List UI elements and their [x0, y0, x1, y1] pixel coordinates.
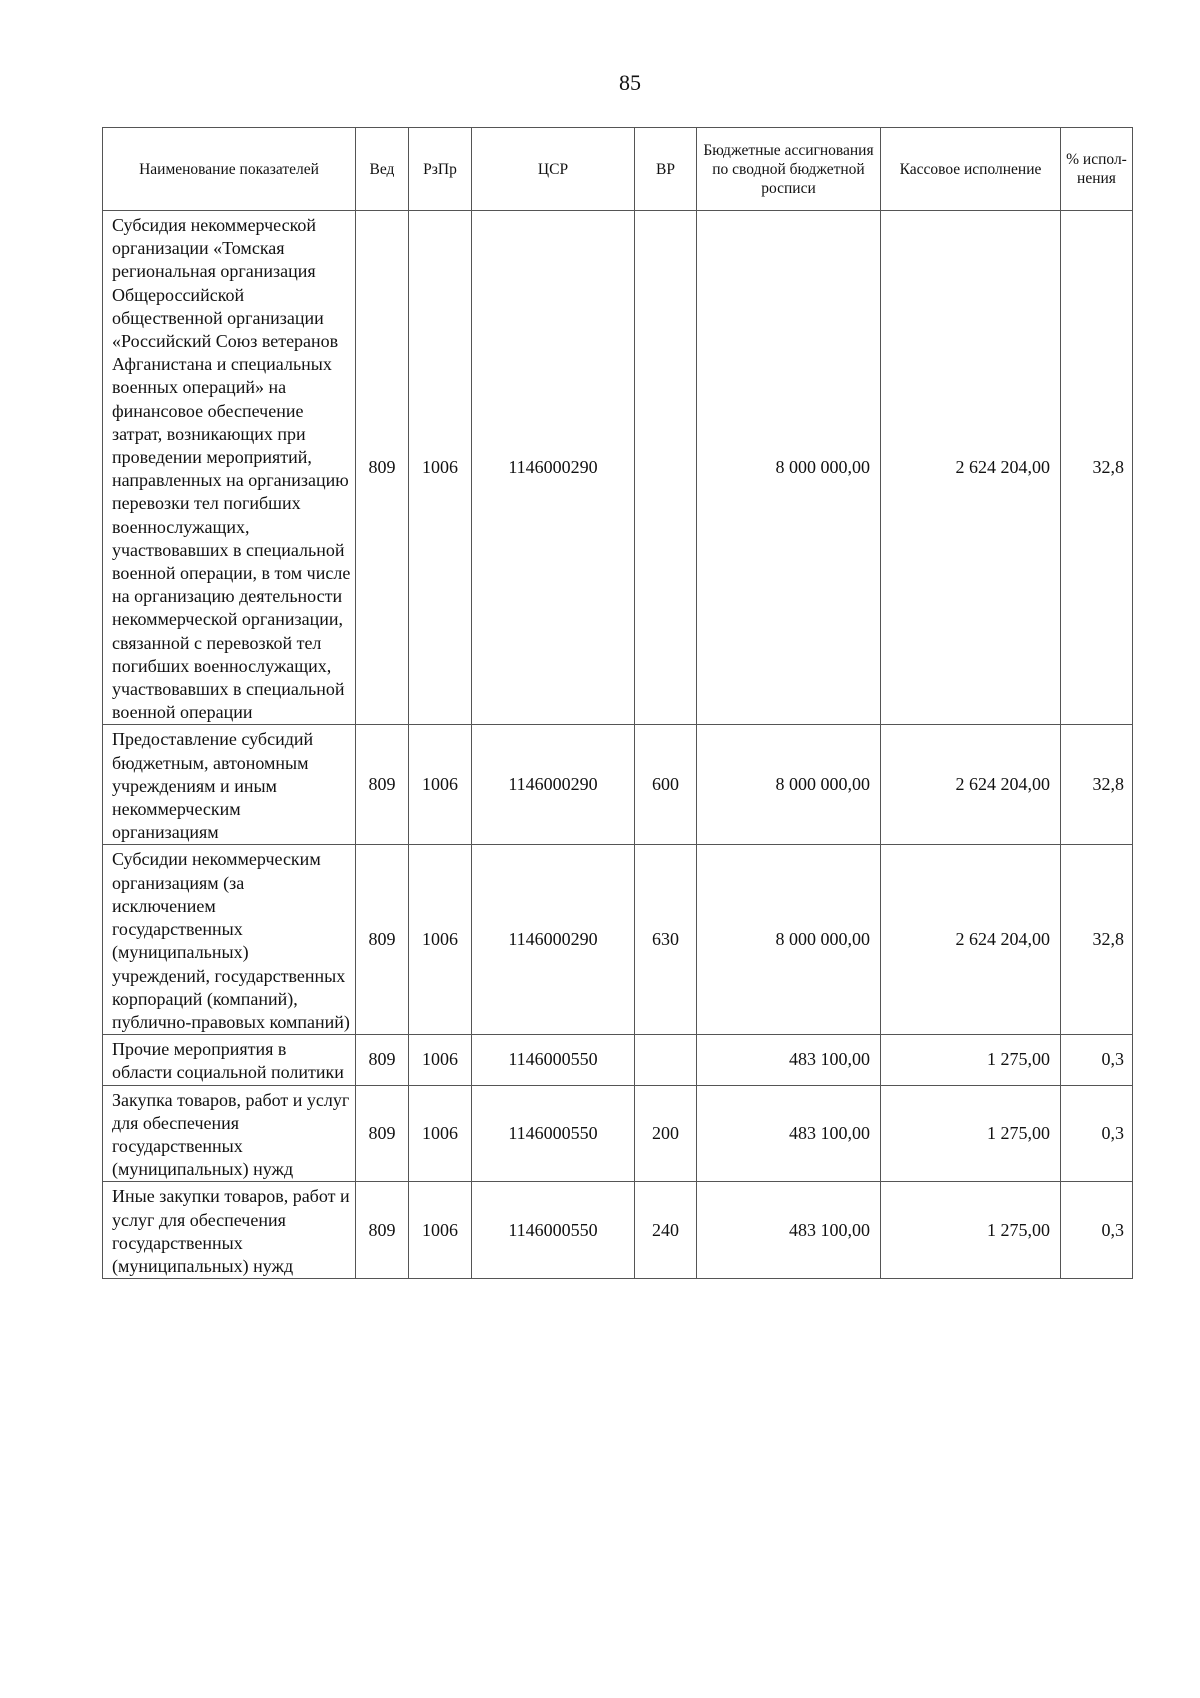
row-cash: 1 275,00 — [881, 1182, 1061, 1279]
header-budget: Бюджетные ассигнования по сводной бюджетной росписи — [697, 128, 881, 211]
table-row — [103, 1182, 1133, 1279]
row-pct: 32,8 — [1061, 211, 1133, 725]
row-cash: 2 624 204,00 — [881, 725, 1061, 845]
table-row — [103, 1035, 1133, 1085]
table-row — [103, 845, 1133, 1035]
row-pct: 0,3 — [1061, 1085, 1133, 1182]
header-cash: Кассовое исполнение — [881, 128, 1061, 211]
row-ved: 809 — [356, 1085, 409, 1182]
row-budget: 8 000 000,00 — [697, 845, 881, 1035]
header-vr: ВР — [635, 128, 697, 211]
row-ved: 809 — [356, 845, 409, 1035]
row-cash: 1 275,00 — [881, 1085, 1061, 1182]
row-rzpr: 1006 — [409, 1035, 472, 1085]
row-csr: 1146000550 — [472, 1035, 635, 1085]
row-rzpr: 1006 — [409, 725, 472, 845]
row-name: Закупка товаров, работ и услуг для обеспечения государственных (муниципальных) нужд — [103, 1085, 356, 1182]
row-budget: 483 100,00 — [697, 1035, 881, 1085]
row-rzpr: 1006 — [409, 845, 472, 1035]
row-csr: 1146000290 — [472, 211, 635, 725]
row-csr: 1146000290 — [472, 845, 635, 1035]
row-csr: 1146000290 — [472, 725, 635, 845]
row-vr: 240 — [635, 1182, 697, 1279]
header-rzpr: РзПр — [409, 128, 472, 211]
row-rzpr: 1006 — [409, 211, 472, 725]
header-csr: ЦСР — [472, 128, 635, 211]
row-budget: 8 000 000,00 — [697, 725, 881, 845]
page-number: 85 — [619, 70, 641, 95]
row-vr: 600 — [635, 725, 697, 845]
row-pct: 0,3 — [1061, 1182, 1133, 1279]
header-pct: % испол-нения — [1061, 128, 1133, 211]
row-budget: 483 100,00 — [697, 1182, 881, 1279]
row-name: Иные закупки товаров, работ и услуг для обеспечения государственных (муниципальных) нужд — [103, 1182, 356, 1279]
row-csr: 1146000550 — [472, 1085, 635, 1182]
row-ved: 809 — [356, 1182, 409, 1279]
row-rzpr: 1006 — [409, 1085, 472, 1182]
table-row — [103, 725, 1133, 845]
row-vr — [635, 1035, 697, 1085]
header-name: Наименование показателей — [103, 128, 356, 211]
row-ved: 809 — [356, 725, 409, 845]
header-row — [103, 128, 1133, 211]
row-pct: 32,8 — [1061, 845, 1133, 1035]
row-rzpr: 1006 — [409, 1182, 472, 1279]
budget-table — [102, 127, 1133, 1279]
row-pct: 0,3 — [1061, 1035, 1133, 1085]
row-csr: 1146000550 — [472, 1182, 635, 1279]
row-name: Предоставление субсидий бюджетным, автономным учреждениям и иным некоммерческим организациям — [103, 725, 356, 845]
row-cash: 1 275,00 — [881, 1035, 1061, 1085]
row-cash: 2 624 204,00 — [881, 845, 1061, 1035]
row-ved: 809 — [356, 1035, 409, 1085]
table-row — [103, 1085, 1133, 1182]
row-vr — [635, 211, 697, 725]
row-budget: 483 100,00 — [697, 1085, 881, 1182]
row-budget: 8 000 000,00 — [697, 211, 881, 725]
row-vr: 630 — [635, 845, 697, 1035]
table-row — [103, 211, 1133, 725]
row-ved: 809 — [356, 211, 409, 725]
header-ved: Вед — [356, 128, 409, 211]
row-pct: 32,8 — [1061, 725, 1133, 845]
row-name: Субсидии некоммерческим организациям (за исключением государственных (муниципальных) учреждений, государственных корпораций (компаний), публично-правовых компаний) — [103, 845, 356, 1035]
row-name: Прочие мероприятия в области социальной политики — [103, 1035, 356, 1085]
row-vr: 200 — [635, 1085, 697, 1182]
row-cash: 2 624 204,00 — [881, 211, 1061, 725]
row-name: Субсидия некоммерческой организации «Томская региональная организация Общероссийской общественной организации «Российский Союз ветеранов Афганистана и специальных военных операций» на финансовое обеспечение затрат, возникающих при проведении мероприятий, направленных на организацию перевозки тел погибших военнослужащих, участвовавших в специальной военной операции, в том числе на организацию деятельности некоммерческой организации, связанной с перевозкой тел погибших военнослужащих, участвовавших в специальной военной операции — [103, 211, 356, 725]
